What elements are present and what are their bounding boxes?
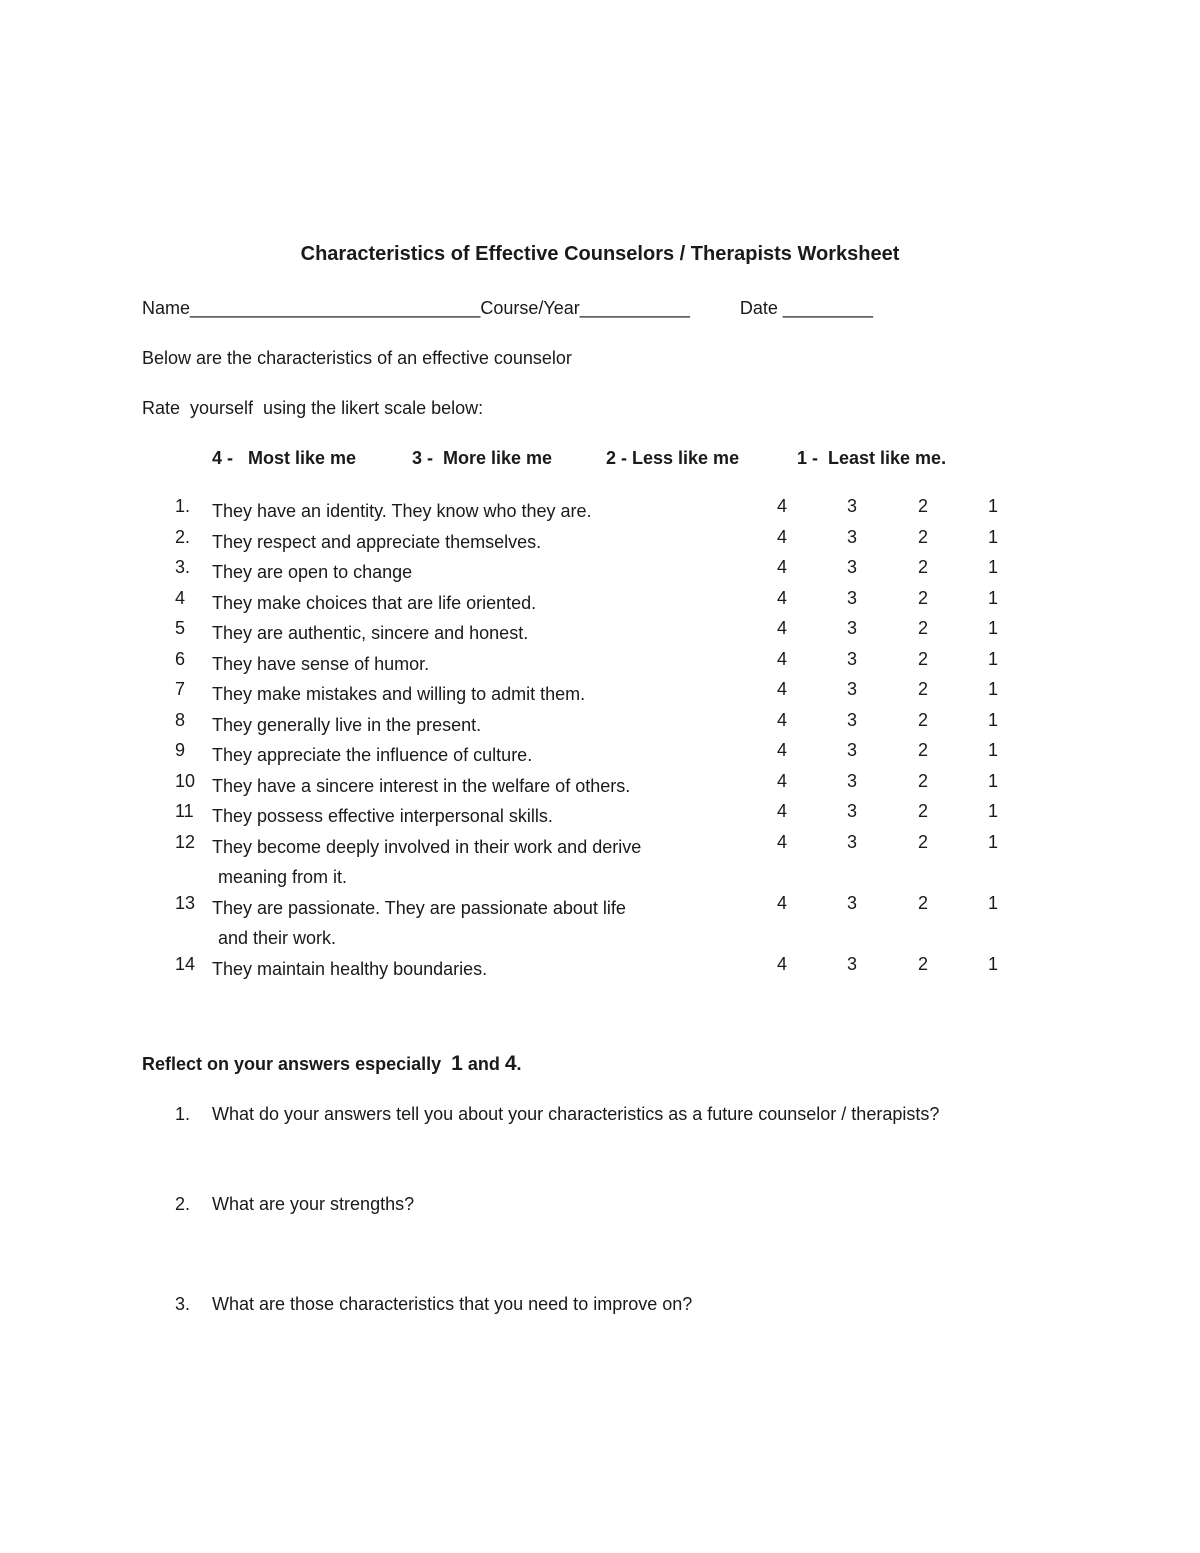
rating-option[interactable]: 4 — [776, 648, 787, 669]
worksheet-title: Characteristics of Effective Counselors / Therapists Worksheet — [300, 243, 900, 265]
rating-option[interactable]: 1 — [987, 831, 998, 852]
rating-option[interactable]: 2 — [917, 679, 928, 699]
rating-option[interactable]: 3 — [846, 587, 857, 608]
item-text-line: They have an identity. They know who they are. — [212, 501, 592, 521]
rating-option[interactable]: 3 — [846, 648, 857, 669]
item-text — [212, 649, 732, 680]
scale-label-3: 3 - More like me — [412, 448, 553, 468]
rating-option[interactable]: 3 — [846, 618, 857, 638]
rating-option[interactable]: 3 — [846, 526, 857, 547]
reflect-suffix: . — [516, 1054, 522, 1074]
item-text — [212, 801, 732, 832]
question-text: What do your answers tell you about your characteristics as a future counselor / therapists? — [212, 1104, 940, 1124]
intro-text: Below are the characteristics of an effective counselor — [142, 348, 572, 368]
rating-option[interactable]: 2 — [917, 526, 928, 547]
reflect-heading — [142, 1052, 522, 1076]
item-number: 7 — [175, 679, 186, 699]
rating-option[interactable]: 4 — [776, 618, 787, 638]
item-number: 2. — [175, 526, 191, 547]
item-number: 4 — [175, 587, 186, 608]
characteristic-row — [0, 710, 1200, 741]
rating-option[interactable]: 2 — [917, 709, 928, 730]
characteristic-row — [0, 557, 1200, 588]
item-text — [212, 710, 732, 741]
item-number: 3. — [175, 557, 191, 577]
item-text-line: They respect and appreciate themselves. — [212, 531, 542, 552]
rating-option[interactable]: 2 — [917, 557, 928, 577]
reflect-prefix: Reflect on your answers especially — [142, 1054, 452, 1074]
item-text-line: They become deeply involved in their work and derive — [212, 836, 642, 857]
name-course-date-line: Name_____________________________Course/Year___________ Date _________ — [142, 298, 873, 318]
rating-option[interactable]: 3 — [846, 709, 857, 730]
item-text — [212, 740, 732, 771]
rating-option[interactable]: 1 — [987, 587, 998, 608]
item-text-line: They possess effective interpersonal skills. — [212, 806, 553, 826]
rating-option[interactable]: 3 — [846, 496, 857, 516]
rating-option[interactable]: 2 — [917, 831, 928, 852]
rating-option[interactable]: 4 — [776, 770, 787, 791]
rating-option[interactable]: 1 — [987, 648, 998, 669]
question-number: 3. — [175, 1294, 191, 1314]
item-text-line: They make mistakes and willing to admit them. — [212, 684, 586, 704]
item-text — [212, 771, 732, 802]
item-text-line: They appreciate the influence of culture. — [212, 745, 533, 765]
rating-option[interactable]: 4 — [776, 740, 787, 760]
rating-option[interactable]: 1 — [987, 770, 998, 791]
rating-option[interactable]: 3 — [846, 892, 857, 913]
item-number: 1. — [175, 496, 191, 516]
item-text — [212, 954, 732, 985]
question-text: What are your strengths? — [212, 1194, 415, 1214]
rating-option[interactable]: 4 — [776, 709, 787, 730]
rating-option[interactable]: 4 — [776, 587, 787, 608]
item-text-line: They are authentic, sincere and honest. — [212, 623, 529, 643]
rating-option[interactable]: 3 — [846, 831, 857, 852]
scale-label-4: 4 - Most like me — [212, 448, 357, 468]
rating-option[interactable]: 2 — [917, 953, 928, 974]
rating-option[interactable]: 2 — [917, 618, 928, 638]
characteristic-row — [0, 893, 1200, 954]
item-number: 8 — [175, 709, 186, 730]
rating-option[interactable]: 2 — [917, 892, 928, 913]
rating-option[interactable]: 3 — [846, 953, 857, 974]
scale-label-1: 1 - Least like me. — [797, 448, 947, 468]
item-text-line: They have a sincere interest in the welfare of others. — [212, 775, 631, 796]
item-text-line: They generally live in the present. — [212, 714, 482, 735]
rating-option[interactable]: 3 — [846, 801, 857, 821]
rating-option[interactable]: 4 — [776, 679, 787, 699]
rating-option[interactable]: 4 — [776, 892, 787, 913]
rating-option[interactable]: 4 — [776, 801, 787, 821]
rating-option[interactable]: 1 — [987, 801, 998, 821]
item-number: 9 — [175, 740, 186, 760]
question-number: 1. — [175, 1104, 191, 1124]
item-number: 14 — [175, 953, 196, 974]
item-text-line: They make choices that are life oriented. — [212, 592, 537, 613]
item-text — [212, 557, 732, 588]
question-3 — [175, 1294, 692, 1315]
characteristics-list — [0, 496, 1200, 984]
item-text — [212, 588, 732, 619]
rating-option[interactable]: 1 — [987, 557, 998, 577]
characteristic-row — [0, 496, 1200, 527]
item-text — [212, 618, 732, 649]
instruction-text: Rate yourself using the likert scale below: — [142, 398, 484, 418]
item-number: 10 — [175, 770, 196, 791]
characteristic-row — [0, 588, 1200, 619]
question-1 — [175, 1104, 939, 1125]
item-text — [212, 679, 732, 710]
rating-option[interactable]: 1 — [987, 953, 998, 974]
rating-option[interactable]: 3 — [846, 740, 857, 760]
rating-option[interactable]: 1 — [987, 679, 998, 699]
question-2 — [175, 1194, 414, 1215]
item-number: 13 — [175, 892, 196, 913]
characteristic-row — [0, 954, 1200, 985]
rating-option[interactable]: 1 — [987, 618, 998, 638]
rating-option[interactable]: 4 — [776, 557, 787, 577]
characteristic-row — [0, 649, 1200, 680]
item-number: 5 — [175, 618, 186, 638]
item-text-line: meaning from it. — [218, 867, 348, 887]
rating-option[interactable]: 4 — [776, 831, 787, 852]
characteristic-row — [0, 771, 1200, 802]
rating-option[interactable]: 2 — [917, 801, 928, 821]
rating-option[interactable]: 3 — [846, 679, 857, 699]
item-number: 6 — [175, 648, 186, 669]
rating-option[interactable]: 2 — [917, 496, 928, 516]
rating-option[interactable]: 2 — [917, 587, 928, 608]
characteristic-row — [0, 527, 1200, 558]
rating-option[interactable]: 1 — [987, 892, 998, 913]
characteristic-row — [0, 740, 1200, 771]
rating-option[interactable]: 2 — [917, 740, 928, 760]
rating-option[interactable]: 1 — [987, 496, 998, 516]
item-text-line: and their work. — [218, 928, 337, 948]
reflect-num-a: 1 — [451, 1052, 463, 1075]
rating-option[interactable]: 4 — [776, 496, 787, 516]
rating-option[interactable]: 3 — [846, 770, 857, 791]
reflect-and: and — [462, 1054, 505, 1074]
rating-option[interactable]: 1 — [987, 526, 998, 547]
item-number: 12 — [175, 831, 196, 852]
scale-label-2: 2 - Less like me — [606, 448, 740, 468]
rating-option[interactable]: 2 — [917, 648, 928, 669]
question-text: What are those characteristics that you need to improve on? — [212, 1294, 693, 1314]
item-text — [212, 832, 732, 893]
item-text — [212, 496, 732, 527]
rating-option[interactable]: 4 — [776, 526, 787, 547]
characteristic-row — [0, 679, 1200, 710]
item-text-line: They are open to change — [212, 562, 413, 582]
characteristic-row — [0, 832, 1200, 893]
rating-option[interactable]: 1 — [987, 740, 998, 760]
item-text-line: They have sense of humor. — [212, 653, 430, 674]
rating-option[interactable]: 1 — [987, 709, 998, 730]
rating-option[interactable]: 2 — [917, 770, 928, 791]
rating-option[interactable]: 3 — [846, 557, 857, 577]
item-text-line: They maintain healthy boundaries. — [212, 958, 488, 979]
rating-option[interactable]: 4 — [776, 953, 787, 974]
item-number: 11 — [175, 801, 194, 821]
characteristic-row — [0, 801, 1200, 832]
item-text — [212, 527, 732, 558]
item-text-line: They are passionate. They are passionate about life — [212, 897, 626, 918]
question-number: 2. — [175, 1194, 191, 1214]
item-text — [212, 893, 732, 954]
characteristic-row — [0, 618, 1200, 649]
reflect-num-b: 4 — [504, 1052, 517, 1075]
